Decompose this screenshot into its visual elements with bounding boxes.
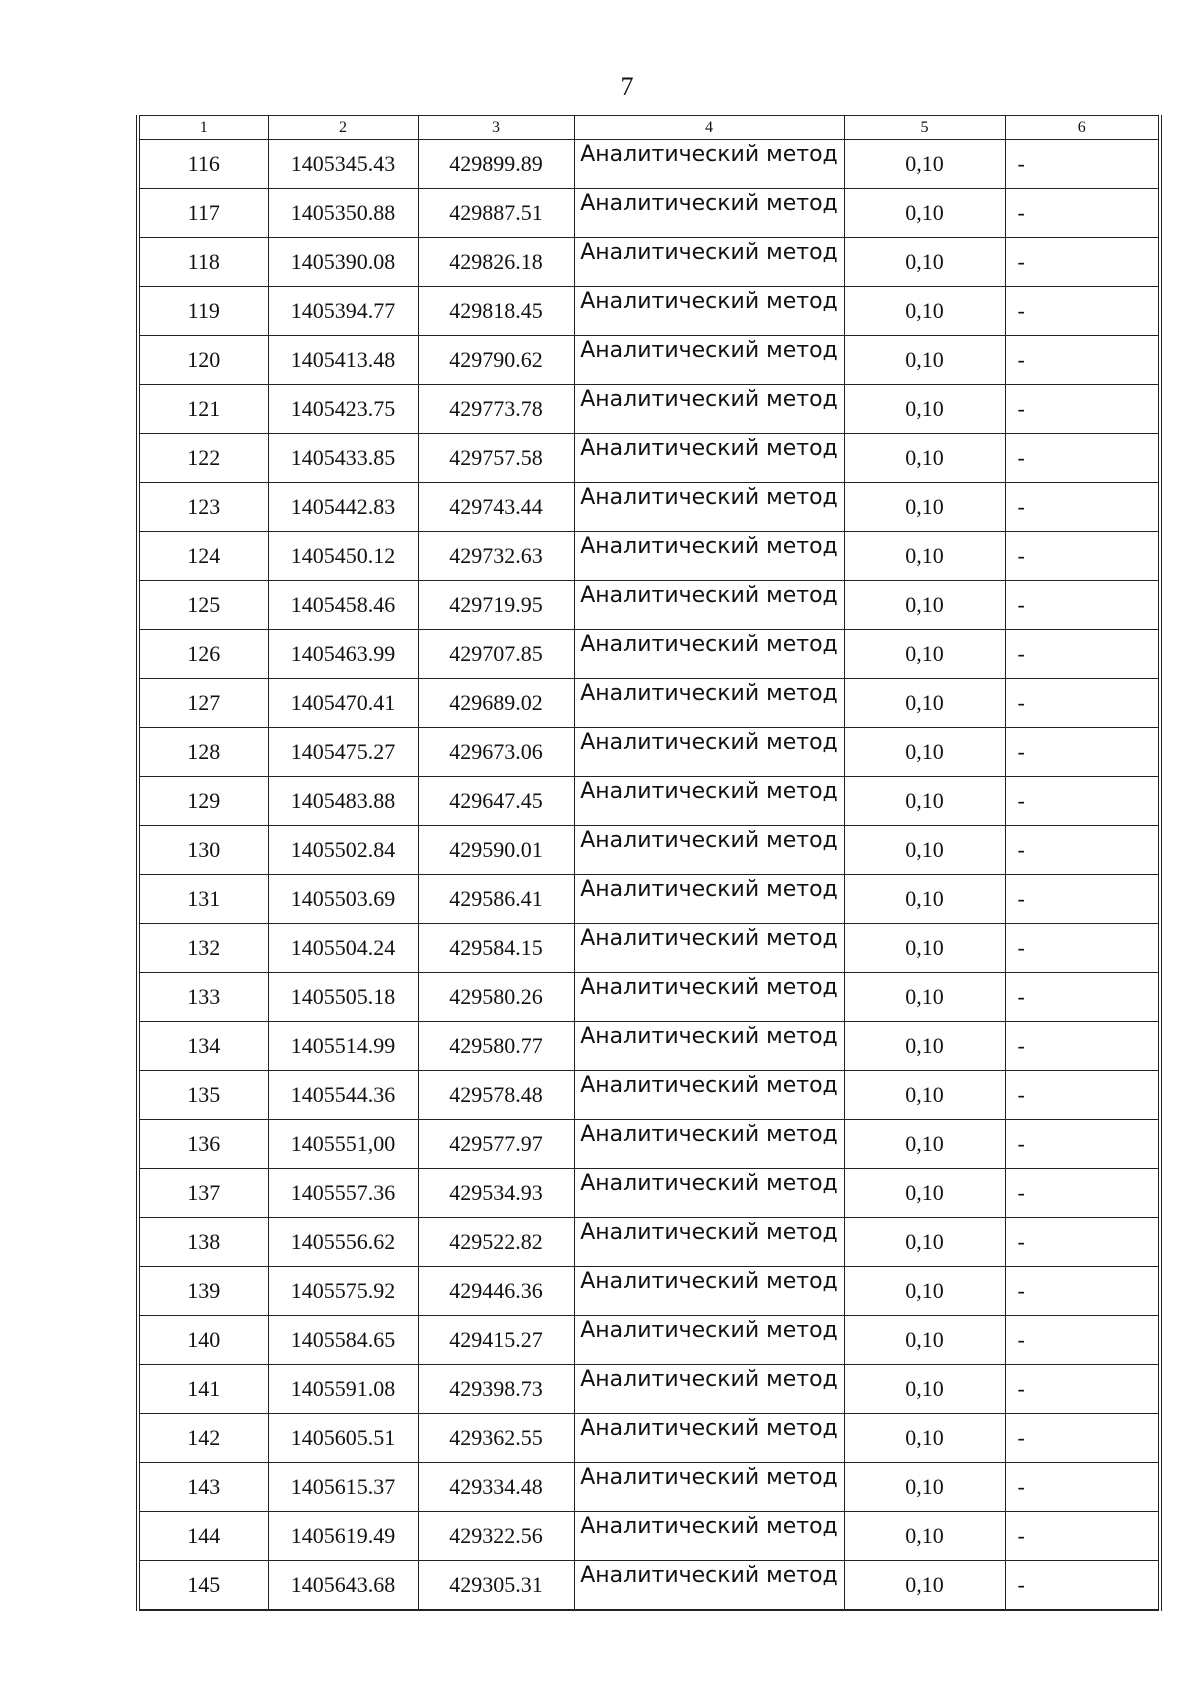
point-number-cell: 122 [138, 434, 268, 483]
table-row [138, 483, 1160, 532]
method-cell: Аналитический метод [574, 875, 844, 924]
description-cell: - [1005, 1120, 1160, 1169]
table-row [138, 875, 1160, 924]
point-number-cell: 135 [138, 1071, 268, 1120]
table-row [138, 1561, 1160, 1611]
y-coordinate-cell: 429578.48 [418, 1071, 574, 1120]
table-row [138, 630, 1160, 679]
method-cell: Аналитический метод [574, 1267, 844, 1316]
description-cell: - [1005, 826, 1160, 875]
y-coordinate-cell: 429334.48 [418, 1463, 574, 1512]
method-cell: Аналитический метод [574, 1218, 844, 1267]
method-cell: Аналитический метод [574, 1512, 844, 1561]
y-coordinate-cell: 429773.78 [418, 385, 574, 434]
accuracy-cell: 0,10 [844, 1218, 1005, 1267]
accuracy-cell: 0,10 [844, 1365, 1005, 1414]
point-number-cell: 145 [138, 1561, 268, 1611]
accuracy-cell: 0,10 [844, 1169, 1005, 1218]
point-number-cell: 120 [138, 336, 268, 385]
table-row [138, 238, 1160, 287]
accuracy-cell: 0,10 [844, 1512, 1005, 1561]
point-number-cell: 136 [138, 1120, 268, 1169]
table-row [138, 1463, 1160, 1512]
accuracy-cell: 0,10 [844, 1316, 1005, 1365]
point-number-cell: 121 [138, 385, 268, 434]
point-number-cell: 118 [138, 238, 268, 287]
table-row [138, 532, 1160, 581]
accuracy-cell: 0,10 [844, 1022, 1005, 1071]
y-coordinate-cell: 429818.45 [418, 287, 574, 336]
point-number-cell: 130 [138, 826, 268, 875]
accuracy-cell: 0,10 [844, 1463, 1005, 1512]
table-row [138, 287, 1160, 336]
description-cell: - [1005, 238, 1160, 287]
column-header-6: 6 [1005, 116, 1160, 140]
point-number-cell: 123 [138, 483, 268, 532]
description-cell: - [1005, 1022, 1160, 1071]
description-cell: - [1005, 973, 1160, 1022]
y-coordinate-cell: 429899.89 [418, 140, 574, 189]
description-cell: - [1005, 385, 1160, 434]
y-coordinate-cell: 429584.15 [418, 924, 574, 973]
y-coordinate-cell: 429322.56 [418, 1512, 574, 1561]
table-row [138, 1022, 1160, 1071]
table-row [138, 1365, 1160, 1414]
table-row [138, 1267, 1160, 1316]
accuracy-cell: 0,10 [844, 924, 1005, 973]
x-coordinate-cell: 1405475.27 [268, 728, 418, 777]
method-cell: Аналитический метод [574, 385, 844, 434]
method-cell: Аналитический метод [574, 1561, 844, 1611]
y-coordinate-cell: 429534.93 [418, 1169, 574, 1218]
table-row [138, 189, 1160, 238]
description-cell: - [1005, 924, 1160, 973]
table-row [138, 1414, 1160, 1463]
point-number-cell: 139 [138, 1267, 268, 1316]
method-cell: Аналитический метод [574, 973, 844, 1022]
point-number-cell: 126 [138, 630, 268, 679]
table-row [138, 1316, 1160, 1365]
x-coordinate-cell: 1405619.49 [268, 1512, 418, 1561]
x-coordinate-cell: 1405615.37 [268, 1463, 418, 1512]
description-cell: - [1005, 1169, 1160, 1218]
accuracy-cell: 0,10 [844, 483, 1005, 532]
y-coordinate-cell: 429577.97 [418, 1120, 574, 1169]
coordinates-table-wrapper [136, 115, 1162, 1611]
description-cell: - [1005, 1316, 1160, 1365]
point-number-cell: 137 [138, 1169, 268, 1218]
point-number-cell: 140 [138, 1316, 268, 1365]
description-cell: - [1005, 777, 1160, 826]
description-cell: - [1005, 1512, 1160, 1561]
table-row [138, 1071, 1160, 1120]
method-cell: Аналитический метод [574, 630, 844, 679]
method-cell: Аналитический метод [574, 189, 844, 238]
point-number-cell: 142 [138, 1414, 268, 1463]
y-coordinate-cell: 429732.63 [418, 532, 574, 581]
accuracy-cell: 0,10 [844, 140, 1005, 189]
description-cell: - [1005, 581, 1160, 630]
description-cell: - [1005, 728, 1160, 777]
x-coordinate-cell: 1405442.83 [268, 483, 418, 532]
table-row [138, 728, 1160, 777]
y-coordinate-cell: 429719.95 [418, 581, 574, 630]
table-row [138, 1120, 1160, 1169]
x-coordinate-cell: 1405458.46 [268, 581, 418, 630]
table-row [138, 336, 1160, 385]
accuracy-cell: 0,10 [844, 1267, 1005, 1316]
method-cell: Аналитический метод [574, 336, 844, 385]
point-number-cell: 141 [138, 1365, 268, 1414]
method-cell: Аналитический метод [574, 532, 844, 581]
column-header-4: 4 [574, 116, 844, 140]
accuracy-cell: 0,10 [844, 777, 1005, 826]
x-coordinate-cell: 1405433.85 [268, 434, 418, 483]
table-row [138, 385, 1160, 434]
table-row [138, 826, 1160, 875]
x-coordinate-cell: 1405423.75 [268, 385, 418, 434]
x-coordinate-cell: 1405502.84 [268, 826, 418, 875]
table-row [138, 581, 1160, 630]
y-coordinate-cell: 429580.77 [418, 1022, 574, 1071]
point-number-cell: 129 [138, 777, 268, 826]
accuracy-cell: 0,10 [844, 189, 1005, 238]
table-row [138, 679, 1160, 728]
method-cell: Аналитический метод [574, 777, 844, 826]
x-coordinate-cell: 1405544.36 [268, 1071, 418, 1120]
y-coordinate-cell: 429362.55 [418, 1414, 574, 1463]
y-coordinate-cell: 429887.51 [418, 189, 574, 238]
description-cell: - [1005, 875, 1160, 924]
x-coordinate-cell: 1405505.18 [268, 973, 418, 1022]
accuracy-cell: 0,10 [844, 728, 1005, 777]
y-coordinate-cell: 429757.58 [418, 434, 574, 483]
description-cell: - [1005, 679, 1160, 728]
x-coordinate-cell: 1405556.62 [268, 1218, 418, 1267]
table-row [138, 973, 1160, 1022]
description-cell: - [1005, 483, 1160, 532]
column-header-1: 1 [138, 116, 268, 140]
y-coordinate-cell: 429398.73 [418, 1365, 574, 1414]
point-number-cell: 124 [138, 532, 268, 581]
x-coordinate-cell: 1405463.99 [268, 630, 418, 679]
description-cell: - [1005, 1561, 1160, 1611]
y-coordinate-cell: 429647.45 [418, 777, 574, 826]
x-coordinate-cell: 1405605.51 [268, 1414, 418, 1463]
accuracy-cell: 0,10 [844, 973, 1005, 1022]
method-cell: Аналитический метод [574, 287, 844, 336]
x-coordinate-cell: 1405413.48 [268, 336, 418, 385]
method-cell: Аналитический метод [574, 1414, 844, 1463]
y-coordinate-cell: 429689.02 [418, 679, 574, 728]
x-coordinate-cell: 1405514.99 [268, 1022, 418, 1071]
point-number-cell: 132 [138, 924, 268, 973]
y-coordinate-cell: 429522.82 [418, 1218, 574, 1267]
x-coordinate-cell: 1405345.43 [268, 140, 418, 189]
method-cell: Аналитический метод [574, 238, 844, 287]
method-cell: Аналитический метод [574, 1365, 844, 1414]
table-row [138, 924, 1160, 973]
description-cell: - [1005, 1218, 1160, 1267]
point-number-cell: 134 [138, 1022, 268, 1071]
y-coordinate-cell: 429707.85 [418, 630, 574, 679]
table-row [138, 1169, 1160, 1218]
point-number-cell: 125 [138, 581, 268, 630]
accuracy-cell: 0,10 [844, 336, 1005, 385]
method-cell: Аналитический метод [574, 924, 844, 973]
description-cell: - [1005, 336, 1160, 385]
accuracy-cell: 0,10 [844, 875, 1005, 924]
x-coordinate-cell: 1405643.68 [268, 1561, 418, 1611]
accuracy-cell: 0,10 [844, 826, 1005, 875]
description-cell: - [1005, 1414, 1160, 1463]
description-cell: - [1005, 1365, 1160, 1414]
accuracy-cell: 0,10 [844, 630, 1005, 679]
x-coordinate-cell: 1405450.12 [268, 532, 418, 581]
x-coordinate-cell: 1405394.77 [268, 287, 418, 336]
accuracy-cell: 0,10 [844, 1071, 1005, 1120]
method-cell: Аналитический метод [574, 1071, 844, 1120]
x-coordinate-cell: 1405350.88 [268, 189, 418, 238]
x-coordinate-cell: 1405470.41 [268, 679, 418, 728]
x-coordinate-cell: 1405390.08 [268, 238, 418, 287]
table-body [138, 140, 1160, 1611]
y-coordinate-cell: 429580.26 [418, 973, 574, 1022]
description-cell: - [1005, 189, 1160, 238]
method-cell: Аналитический метод [574, 679, 844, 728]
method-cell: Аналитический метод [574, 826, 844, 875]
table-row [138, 1218, 1160, 1267]
method-cell: Аналитический метод [574, 1463, 844, 1512]
description-cell: - [1005, 287, 1160, 336]
y-coordinate-cell: 429790.62 [418, 336, 574, 385]
method-cell: Аналитический метод [574, 434, 844, 483]
point-number-cell: 138 [138, 1218, 268, 1267]
y-coordinate-cell: 429590.01 [418, 826, 574, 875]
table-row [138, 1512, 1160, 1561]
accuracy-cell: 0,10 [844, 532, 1005, 581]
y-coordinate-cell: 429305.31 [418, 1561, 574, 1611]
y-coordinate-cell: 429743.44 [418, 483, 574, 532]
point-number-cell: 119 [138, 287, 268, 336]
description-cell: - [1005, 1267, 1160, 1316]
accuracy-cell: 0,10 [844, 679, 1005, 728]
y-coordinate-cell: 429415.27 [418, 1316, 574, 1365]
y-coordinate-cell: 429586.41 [418, 875, 574, 924]
point-number-cell: 128 [138, 728, 268, 777]
y-coordinate-cell: 429826.18 [418, 238, 574, 287]
method-cell: Аналитический метод [574, 483, 844, 532]
accuracy-cell: 0,10 [844, 1561, 1005, 1611]
method-cell: Аналитический метод [574, 1022, 844, 1071]
accuracy-cell: 0,10 [844, 434, 1005, 483]
column-header-5: 5 [844, 116, 1005, 140]
description-cell: - [1005, 1071, 1160, 1120]
point-number-cell: 117 [138, 189, 268, 238]
accuracy-cell: 0,10 [844, 385, 1005, 434]
accuracy-cell: 0,10 [844, 581, 1005, 630]
coordinates-table [136, 115, 1162, 1611]
method-cell: Аналитический метод [574, 1316, 844, 1365]
page-number: 7 [620, 72, 634, 101]
description-cell: - [1005, 1463, 1160, 1512]
table-row [138, 777, 1160, 826]
y-coordinate-cell: 429673.06 [418, 728, 574, 777]
point-number-cell: 144 [138, 1512, 268, 1561]
method-cell: Аналитический метод [574, 1120, 844, 1169]
description-cell: - [1005, 532, 1160, 581]
method-cell: Аналитический метод [574, 1169, 844, 1218]
column-header-3: 3 [418, 116, 574, 140]
method-cell: Аналитический метод [574, 140, 844, 189]
x-coordinate-cell: 1405557.36 [268, 1169, 418, 1218]
x-coordinate-cell: 1405483.88 [268, 777, 418, 826]
table-header [138, 116, 1160, 140]
x-coordinate-cell: 1405584.65 [268, 1316, 418, 1365]
x-coordinate-cell: 1405504.24 [268, 924, 418, 973]
description-cell: - [1005, 140, 1160, 189]
accuracy-cell: 0,10 [844, 238, 1005, 287]
point-number-cell: 133 [138, 973, 268, 1022]
description-cell: - [1005, 630, 1160, 679]
method-cell: Аналитический метод [574, 581, 844, 630]
accuracy-cell: 0,10 [844, 1414, 1005, 1463]
point-number-cell: 127 [138, 679, 268, 728]
x-coordinate-cell: 1405575.92 [268, 1267, 418, 1316]
x-coordinate-cell: 1405591.08 [268, 1365, 418, 1414]
point-number-cell: 143 [138, 1463, 268, 1512]
header-row [138, 116, 1160, 140]
x-coordinate-cell: 1405551,00 [268, 1120, 418, 1169]
table-row [138, 434, 1160, 483]
column-header-2: 2 [268, 116, 418, 140]
x-coordinate-cell: 1405503.69 [268, 875, 418, 924]
accuracy-cell: 0,10 [844, 1120, 1005, 1169]
point-number-cell: 131 [138, 875, 268, 924]
description-cell: - [1005, 434, 1160, 483]
y-coordinate-cell: 429446.36 [418, 1267, 574, 1316]
method-cell: Аналитический метод [574, 728, 844, 777]
table-row [138, 140, 1160, 189]
point-number-cell: 116 [138, 140, 268, 189]
accuracy-cell: 0,10 [844, 287, 1005, 336]
